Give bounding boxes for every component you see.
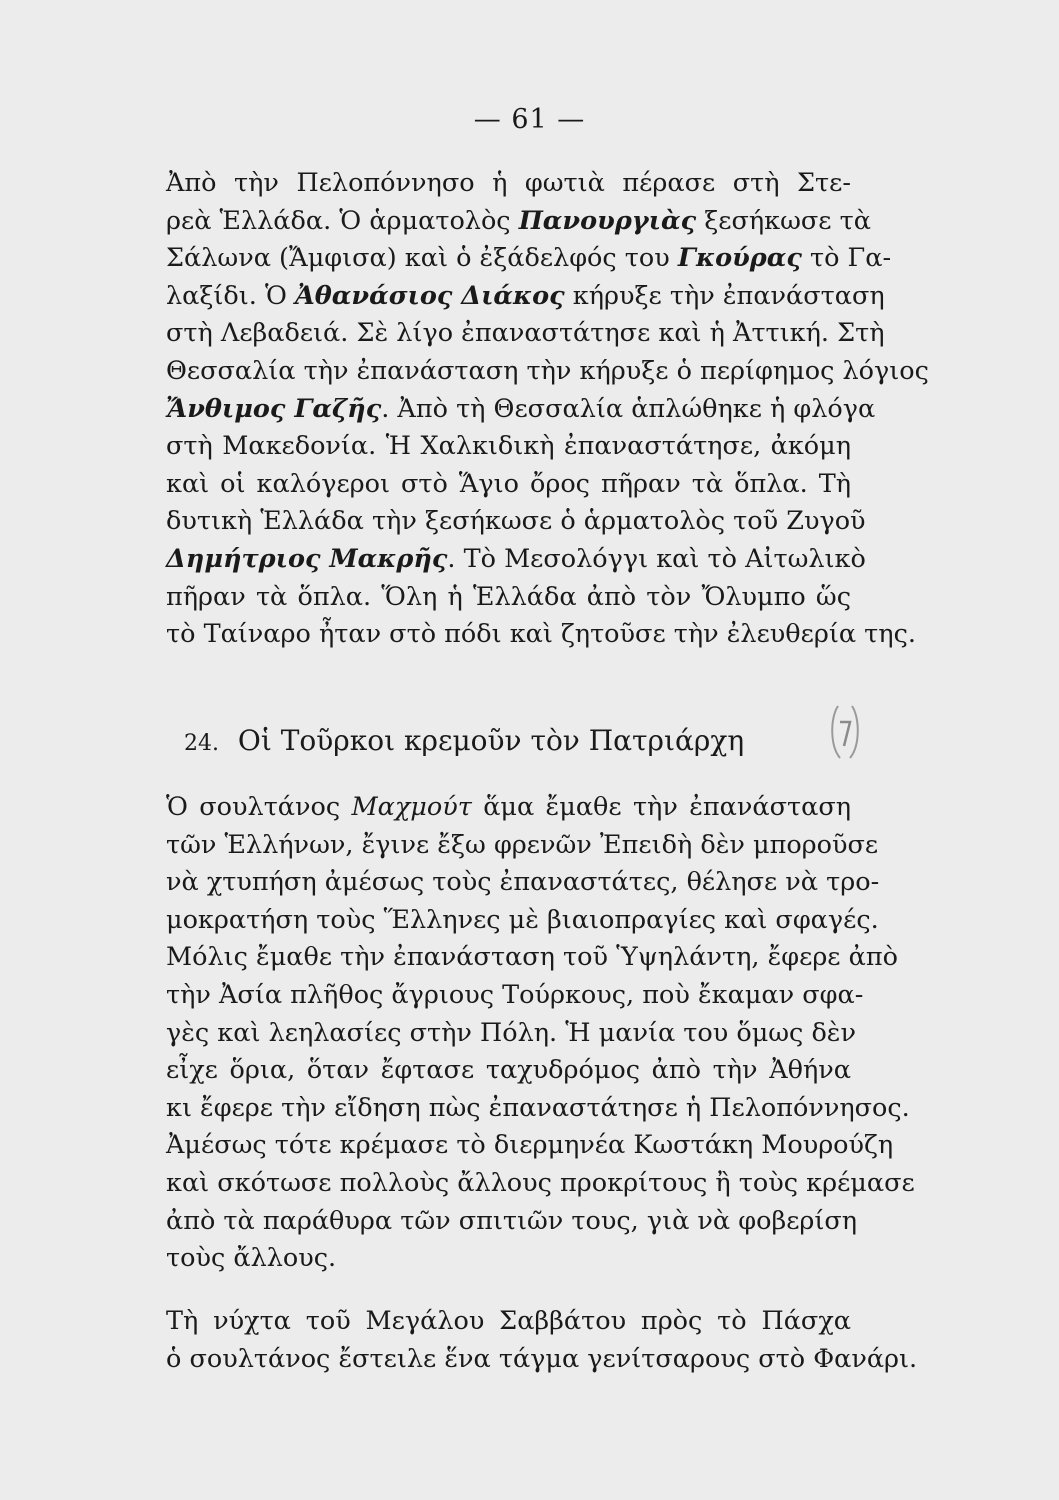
line-text: τῶν Ἑλλήνων, ἔγινε ἔξω φρενῶν Ἐπειδὴ δὲν μποροῦσε	[166, 829, 879, 860]
text-line	[166, 278, 885, 316]
text-line	[166, 579, 851, 617]
emphasized-name: Γκούρας	[677, 243, 802, 274]
line-text: ρεὰ Ἑλλάδα. Ὁ ἁρματολὸς	[166, 205, 519, 236]
line-text: ἅμα ἔμαθε τὴν ἐπανάσταση	[471, 792, 851, 822]
line-text: Τὴ νύχτα τοῦ Μεγάλου Σαββάτου πρὸς τὸ Πάσχα	[166, 1306, 851, 1336]
line-text: ξεσήκωσε τὰ	[696, 205, 871, 236]
line-text: Ἀμέσως τότε κρέμασε τὸ διερμηνέα Κωστάκη Μουρούζη	[166, 1130, 894, 1161]
paragraph-2	[166, 789, 915, 1278]
line-text: λαξίδι. Ὁ	[166, 280, 296, 311]
text-line	[166, 939, 898, 977]
text-line	[166, 1015, 856, 1053]
emphasized-name: Πανουργιὰς	[518, 205, 697, 236]
line-text: στὴ Μακεδονία. Ἡ Χαλκιδικὴ ἐπαναστάτησε, ἀκόμη	[166, 431, 851, 462]
text-line	[166, 1240, 851, 1278]
emphasized-name: Ἀθανάσιος Διάκος	[295, 280, 565, 311]
line-text: Μόλις ἔμαθε τὴν ἐπανάσταση τοῦ Ὑψηλάντη, ἔφερε ἀπὸ	[166, 942, 898, 973]
text-line	[166, 1303, 851, 1341]
text-line	[166, 977, 864, 1015]
text-line	[166, 503, 866, 541]
pencil-mark-icon	[826, 700, 864, 764]
text-line	[166, 1127, 894, 1165]
emphasized-name: Ἄνθιμος Γαζῆς	[166, 393, 382, 424]
line-text: . Τὸ Μεσολόγγι καὶ τὸ Αἰτωλικὸ	[447, 543, 866, 574]
text-line	[166, 541, 866, 579]
line-text: τὴν Ἀσία πλῆθος ἄγριους Τούρκους, ποὺ ἔκαμαν σφα-	[166, 979, 864, 1010]
line-text: δυτικὴ Ἑλλάδα τὴν ξεσήκωσε ὁ ἁρματολὸς τοῦ Ζυγοῦ	[166, 506, 866, 537]
text-line	[166, 428, 851, 466]
text-line	[166, 1165, 915, 1203]
text-line	[166, 315, 885, 353]
line-text: νὰ χτυπήση ἀμέσως τοὺς ἐπαναστάτες, θέλησε νὰ τρο-	[166, 867, 880, 898]
line-text: τὸ Ταίναρο ἦταν στὸ πόδι καὶ ζητοῦσε τὴν ἐλευθερία της.	[166, 619, 916, 650]
line-text: ὁ σουλτάνος ἔστειλε ἕνα τάγμα γενίτσαρους στὸ Φανάρι.	[166, 1343, 918, 1374]
line-text: εἶχε ὅρια, ὅταν ἔφτασε ταχυδρόμος ἀπὸ τὴν Ἀθήνα	[166, 1055, 851, 1086]
text-line	[166, 789, 851, 827]
text-line	[166, 165, 851, 203]
line-text: . Ἀπὸ τὴ Θεσσαλία ἁπλώθηκε ἡ φλόγα	[381, 393, 876, 424]
text-line	[166, 1341, 918, 1379]
text-line	[166, 1203, 858, 1241]
line-text: τὸ Γα-	[801, 243, 892, 274]
line-text: πῆραν τὰ ὅπλα. Ὅλη ἡ Ἑλλάδα ἀπὸ τὸν Ὄλυμπο ὥς	[166, 581, 851, 612]
text-line	[166, 466, 851, 504]
text-line	[166, 902, 879, 940]
section-title: Οἱ Τοῦρκοι κρεμοῦν τὸν Πατριάρχη	[237, 724, 745, 757]
line-text: μοκρατήση τοὺς Ἕλληνες μὲ βιαιοπραγίες καὶ σφαγές.	[166, 904, 879, 935]
text-line	[166, 1052, 851, 1090]
page-number: — 61 —	[473, 104, 586, 135]
line-text: τοὺς ἄλλους.	[166, 1243, 337, 1274]
line-text: Ὁ σουλτάνος	[166, 792, 352, 822]
emphasized-name: Δημήτριος Μακρῆς	[166, 543, 448, 574]
section-number: 24.	[184, 731, 219, 756]
paragraph-1	[166, 165, 929, 654]
text-line	[166, 240, 892, 278]
paragraph-3	[166, 1303, 918, 1378]
section-heading	[184, 724, 744, 757]
line-text: καὶ σκότωσε πολλοὺς ἄλλους προκρίτους ἢ τοὺς κρέμασε	[166, 1167, 915, 1198]
line-text: Ἀπὸ τὴν Πελοπόννησο ἡ φωτιὰ πέρασε στὴ Στε-	[166, 168, 851, 198]
text-line	[166, 827, 879, 865]
text-line	[166, 353, 929, 391]
line-text: κι ἔφερε τὴν εἴδηση πὼς ἐπαναστάτησε ἡ Πελοπόννησος.	[166, 1092, 910, 1123]
line-text: Σάλωνα (Ἄμφισα) καὶ ὁ ἐξάδελφός του	[166, 243, 678, 274]
line-text: γὲς καὶ λεηλασίες στὴν Πόλη. Ἡ μανία του ὅμως δὲν	[166, 1017, 856, 1048]
line-text: στὴ Λεβαδειά. Σὲ λίγο ἐπαναστάτησε καὶ ἡ Ἀττική. Στὴ	[166, 318, 885, 349]
text-line	[166, 203, 871, 241]
text-line	[166, 864, 880, 902]
text-line	[166, 1090, 910, 1128]
line-text: ἀπὸ τὰ παράθυρα τῶν σπιτιῶν τους, γιὰ νὰ φοβερίση	[166, 1205, 858, 1236]
line-text: κήρυξε τὴν ἐπανάσταση	[564, 280, 885, 311]
line-text: Θεσσαλία τὴν ἐπανάσταση τὴν κήρυξε ὁ περίφημος λόγιος	[166, 355, 929, 386]
line-text: καὶ οἱ καλόγεροι στὸ Ἅγιο ὄρος πῆραν τὰ ὅπλα. Τὴ	[166, 468, 851, 499]
text-line	[166, 391, 876, 429]
text-line	[166, 616, 916, 654]
emphasized-name: Μαχμούτ	[351, 792, 472, 822]
